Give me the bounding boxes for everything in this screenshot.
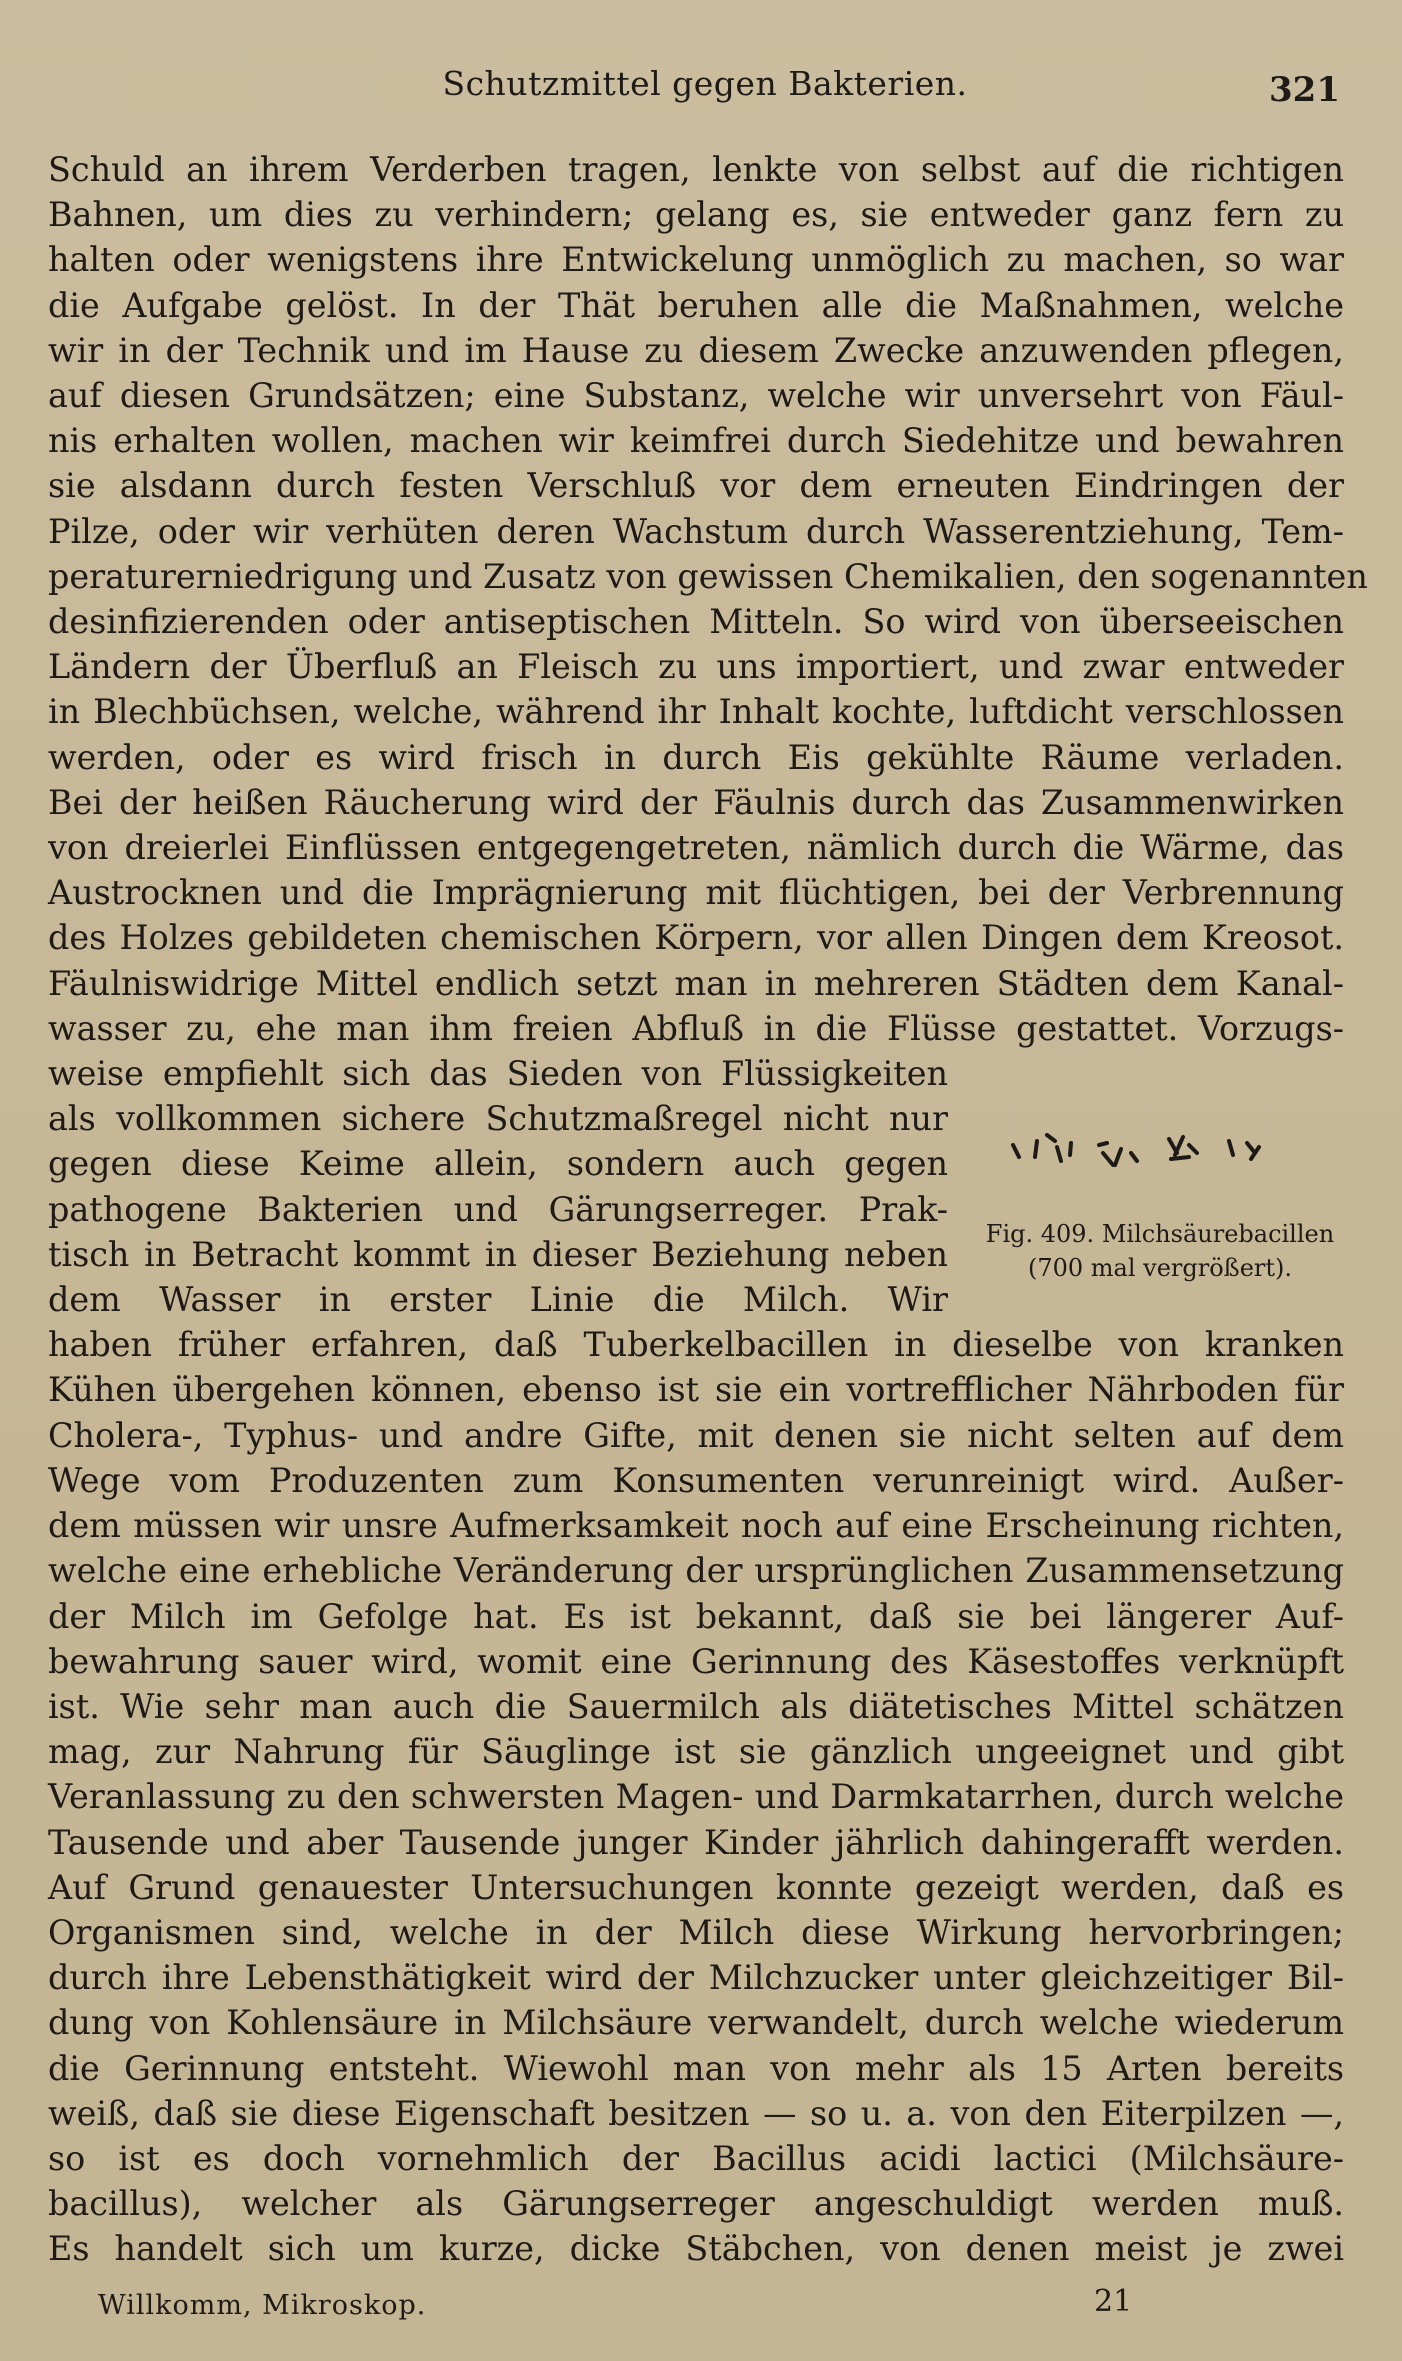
bacilli-illustration (975, 1115, 1345, 1195)
page-footer (98, 2284, 1344, 2330)
text-line: bacillus), welcher als Gärungserreger angeschuldigt werden muß. (48, 2184, 1344, 2224)
text-line: nis erhalten wollen, machen wir keimfrei durch Siedehitze und bewahren (48, 421, 1344, 461)
text-line: wir in der Technik und im Hause zu diesem Zwecke anzuwenden pflegen, (48, 330, 1344, 370)
figure-409 (975, 1115, 1345, 1295)
sheet-number: 21 (1094, 2284, 1133, 2319)
text-line: peraturerniedrigung und Zusatz von gewissen Chemikalien, den sogenannten (48, 556, 1368, 596)
text-line: tisch in Betracht kommt in dieser Beziehung neben (48, 1234, 948, 1274)
text-line: Cholera-, Typhus- und andre Gifte, mit denen sie nicht selten auf dem (48, 1415, 1344, 1455)
text-line: Bei der heißen Räucherung wird der Fäulnis durch das Zusammenwirken (48, 782, 1344, 822)
text-line: Wege vom Produzenten zum Konsumenten verunreinigt wird. Außer- (48, 1460, 1344, 1500)
text-line: bewahrung sauer wird, womit eine Gerinnung des Käsestoffes verknüpft (48, 1641, 1344, 1681)
text-line: Pilze, oder wir verhüten deren Wachstum durch Wasserentziehung, Tem- (48, 511, 1344, 551)
page-header (70, 64, 1340, 114)
page-number: 321 (1269, 70, 1340, 110)
text-line: weiß, daß sie diese Eigenschaft besitzen — so u. a. von den Eiterpilzen —, (48, 2093, 1344, 2133)
text-line: mag, zur Nahrung für Säuglinge ist sie gänzlich ungeeignet und gibt (48, 1732, 1344, 1772)
text-line: Veranlassung zu den schwersten Magen- und Darmkatarrhen, durch welche (48, 1777, 1344, 1817)
printer-signature: Willkomm, Mikroskop. (98, 2290, 427, 2321)
text-line: halten oder wenigstens ihre Entwickelung unmöglich zu machen, so war (48, 240, 1344, 280)
text-line: als vollkommen sichere Schutzmaßregel nicht nur (48, 1099, 948, 1139)
figure-caption-magnification: (700 mal vergrößert). (1027, 1254, 1293, 1282)
running-head: Schutzmittel gegen Bakterien. (442, 64, 968, 103)
text-line: Auf Grund genauester Untersuchungen konnte gezeigt werden, daß es (48, 1867, 1344, 1907)
text-line: Ländern der Überfluß an Fleisch zu uns importiert, und zwar entweder (48, 647, 1344, 687)
figure-caption (975, 1217, 1345, 1285)
paragraph-full-width-top (48, 147, 1368, 1051)
text-line: in Blechbüchsen, welche, während ihr Inhalt kochte, luftdicht verschlossen (48, 692, 1344, 732)
text-line: Organismen sind, welche in der Milch diese Wirkung hervorbringen; (48, 1912, 1344, 1952)
text-line: so ist es doch vornehmlich der Bacillus acidi lactici (Milchsäure- (48, 2138, 1344, 2178)
text-line: desinfizierenden oder antiseptischen Mitteln. So wird von überseeischen (48, 602, 1344, 642)
text-line: dung von Kohlensäure in Milchsäure verwandelt, durch welche wiederum (48, 2003, 1344, 2043)
text-line: werden, oder es wird frisch in durch Eis gekühlte Räume verladen. (48, 737, 1344, 777)
text-line: welche eine erhebliche Veränderung der ursprünglichen Zusammensetzung (48, 1551, 1344, 1591)
text-line: durch ihre Lebensthätigkeit wird der Milchzucker unter gleichzeitiger Bil- (48, 1958, 1344, 1998)
figure-caption-title: Fig. 409. Milchsäurebacillen (985, 1220, 1335, 1248)
text-line: Bahnen, um dies zu verhindern; gelang es, sie entweder ganz fern zu (48, 195, 1344, 235)
text-line: Austrocknen und die Imprägnierung mit flüchtigen, bei der Verbrennung (48, 873, 1344, 913)
text-line: gegen diese Keime allein, sondern auch gegen (48, 1144, 948, 1184)
text-line: haben früher erfahren, daß Tuberkelbacillen in dieselbe von kranken (48, 1325, 1344, 1365)
text-line: die Gerinnung entsteht. Wiewohl man von mehr als 15 Arten bereits (48, 2048, 1344, 2088)
text-line: Kühen übergehen können, ebenso ist sie ein vortrefflicher Nährboden für (48, 1370, 1344, 1410)
text-line: ist. Wie sehr man auch die Sauermilch als diätetisches Mittel schätzen (48, 1686, 1344, 1726)
text-line: sie alsdann durch festen Verschluß vor dem erneuten Eindringen der (48, 466, 1344, 506)
text-line: dem Wasser in erster Linie die Milch. Wir (48, 1280, 948, 1320)
text-line: auf diesen Grundsätzen; eine Substanz, welche wir unversehrt von Fäul- (48, 376, 1344, 416)
text-line: die Aufgabe gelöst. In der Thät beruhen alle die Maßnahmen, welche (48, 285, 1344, 325)
text-line: weise empfiehlt sich das Sieden von Flüssigkeiten (48, 1054, 948, 1094)
text-line: Tausende und aber Tausende junger Kinder jährlich dahingerafft werden. (48, 1822, 1344, 1862)
text-line: pathogene Bakterien und Gärungserreger. Prak- (48, 1189, 948, 1229)
text-line: dem müssen wir unsre Aufmerksamkeit noch auf eine Erscheinung richten, (48, 1506, 1344, 1546)
paragraph-full-width-bottom (48, 1322, 1344, 2271)
text-line: von dreierlei Einflüssen entgegengetreten, nämlich durch die Wärme, das (48, 828, 1344, 868)
text-line: des Holzes gebildeten chemischen Körpern, vor allen Dingen dem Kreosot. (48, 918, 1344, 958)
text-line: der Milch im Gefolge hat. Es ist bekannt, daß sie bei längerer Auf- (48, 1596, 1344, 1636)
text-line: wasser zu, ehe man ihm freien Abfluß in die Flüsse gestattet. Vorzugs- (48, 1008, 1344, 1048)
text-line: Es handelt sich um kurze, dicke Stäbchen, von denen meist je zwei (48, 2229, 1344, 2269)
text-line: Schuld an ihrem Verderben tragen, lenkte von selbst auf die richtigen (48, 150, 1344, 189)
text-line: Fäulniswidrige Mittel endlich setzt man in mehreren Städten dem Kanal- (48, 963, 1344, 1003)
